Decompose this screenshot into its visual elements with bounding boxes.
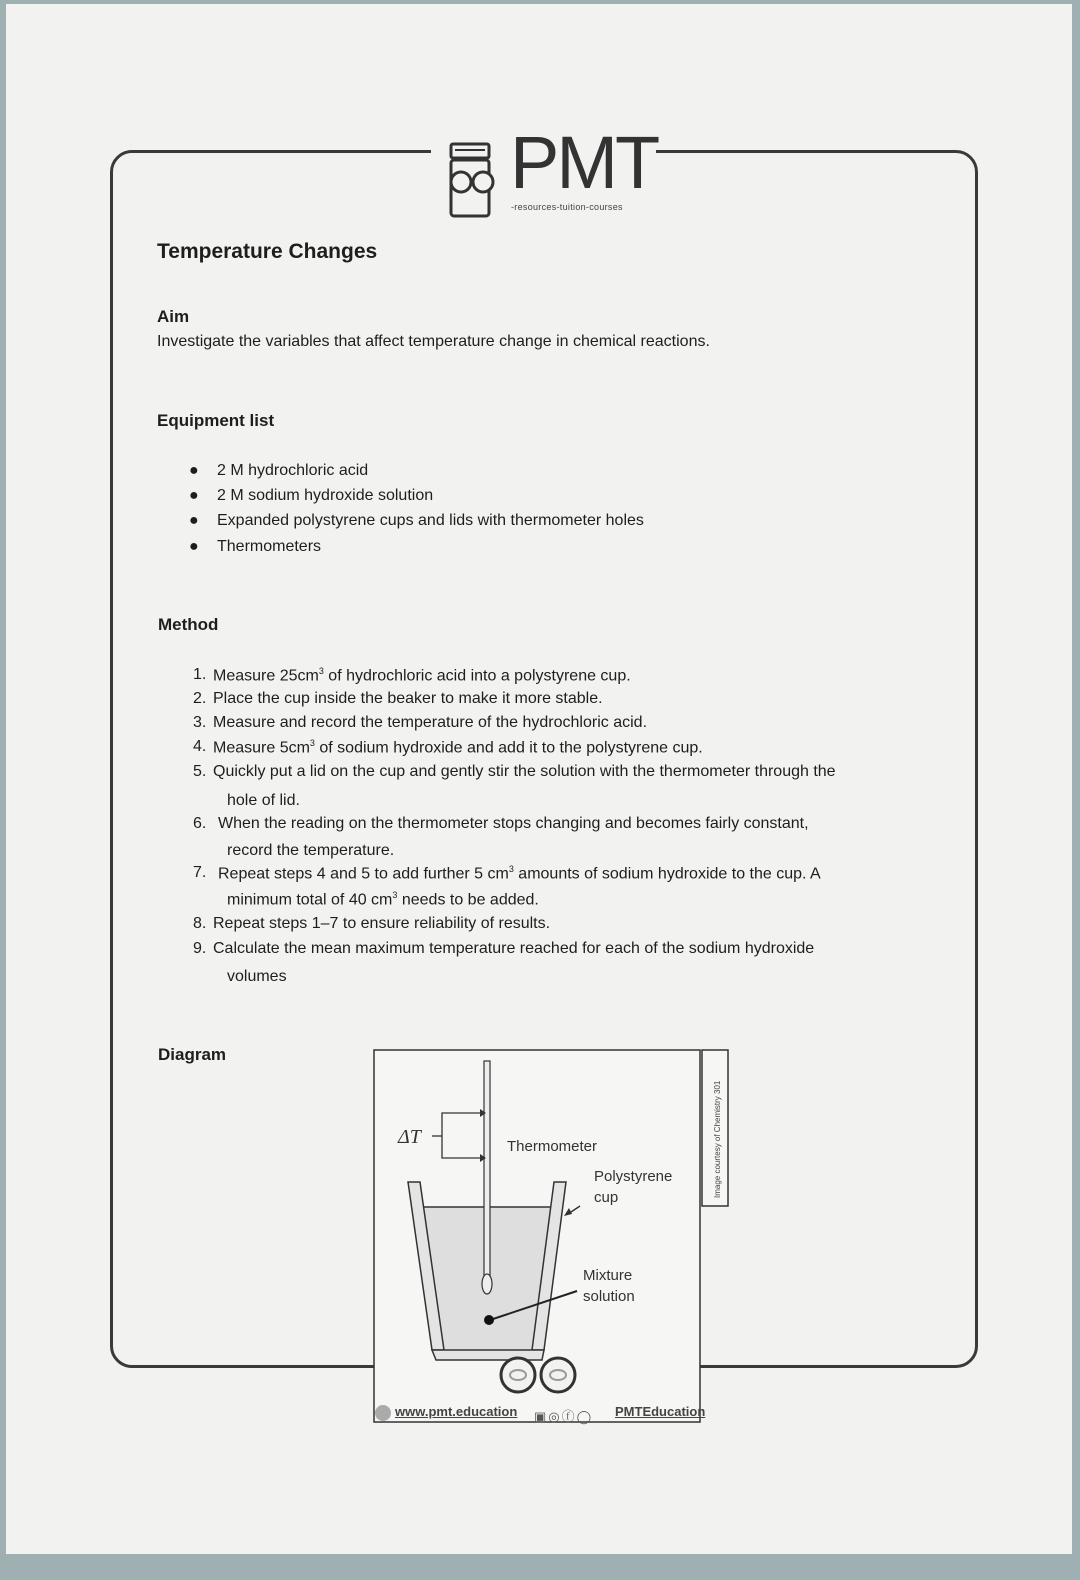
mixture-label: Mixture [583, 1267, 633, 1284]
step-text: needs to be added. [397, 891, 539, 909]
bullet: ● [189, 487, 199, 504]
bullet: ● [189, 462, 199, 479]
delta-t-label: ΔT [398, 1126, 421, 1148]
cup-label: Polystyrene [594, 1168, 673, 1185]
step-text: Measure 25cm [213, 667, 319, 685]
method-step-continued: hole of lid. [227, 792, 300, 809]
diagram-heading: Diagram [158, 1045, 227, 1064]
step-text: of hydrochloric acid into a polystyrene cup. [323, 667, 631, 685]
step-number: 3. [193, 714, 207, 731]
step-number: 8. [193, 915, 207, 932]
method-step: Quickly put a lid on the cup and gently stir the solution with the thermometer through the [213, 763, 836, 780]
aim-text: Investigate the variables that affect temperature change in chemical reactions. [157, 333, 710, 350]
step-number: 6. [193, 815, 207, 832]
cup-label-line2: cup [594, 1189, 619, 1206]
method-step-continued [227, 890, 539, 909]
step-number: 7. [193, 864, 207, 881]
step-number: 5. [193, 763, 207, 780]
website-link[interactable]: www.pmt.education [395, 1404, 518, 1419]
mixture-label-line2: solution [583, 1288, 635, 1305]
superscript: 3 [508, 864, 514, 874]
bullet: ● [189, 538, 199, 555]
list-item: 2 M hydrochloric acid [217, 462, 369, 479]
social-handle[interactable]: PMTEducation [615, 1404, 706, 1419]
globe-icon [375, 1405, 391, 1421]
image-credit: Image courtesy of Chemistry 301 [713, 1080, 722, 1198]
equipment-heading: Equipment list [157, 411, 275, 430]
bullet: ● [189, 512, 199, 529]
method-step-continued: record the temperature. [227, 842, 395, 859]
method-step [213, 738, 703, 757]
step-text: Measure 5cm [213, 739, 310, 757]
method-step [218, 864, 821, 883]
method-step: Calculate the mean maximum temperature reached for each of the sodium hydroxide [213, 940, 815, 957]
method-step-continued: volumes [227, 968, 287, 985]
superscript: 3 [392, 890, 398, 900]
step-text: Repeat steps 4 and 5 to add further 5 cm [218, 865, 509, 883]
step-text: of sodium hydroxide and add it to the polystyrene cup. [314, 739, 703, 757]
logo-text: PMT [510, 121, 658, 204]
logo-book-glasses-icon [443, 140, 503, 220]
step-number: 1. [193, 666, 207, 683]
step-number: 9. [193, 940, 207, 957]
method-heading: Method [158, 615, 219, 634]
step-text: minimum total of 40 cm [227, 891, 393, 909]
social-icons: ▣◎ⓕ◯ [534, 1409, 594, 1424]
pmt-glasses-icon [496, 1355, 580, 1395]
method-step: Measure and record the temperature of the hydrochloric acid. [213, 714, 648, 731]
method-step: Place the cup inside the beaker to make it more stable. [213, 690, 603, 707]
superscript: 3 [309, 738, 315, 748]
list-item: 2 M sodium hydroxide solution [217, 487, 434, 504]
logo-tagline: -resources-tuition-courses [511, 202, 623, 212]
thermometer-label: Thermometer [507, 1138, 598, 1155]
list-item: Thermometers [217, 538, 322, 555]
method-step: When the reading on the thermometer stops changing and becomes fairly constant, [218, 815, 809, 832]
page-title: Temperature Changes [157, 240, 378, 263]
list-item: Expanded polystyrene cups and lids with thermometer holes [217, 512, 644, 529]
aim-heading: Aim [157, 307, 190, 326]
step-number: 4. [193, 738, 207, 755]
method-step: Repeat steps 1–7 to ensure reliability of results. [213, 915, 551, 932]
superscript: 3 [318, 666, 324, 676]
thermometer-icon [484, 1061, 490, 1279]
step-number: 2. [193, 690, 207, 707]
step-text: amounts of sodium hydroxide to the cup. A [513, 865, 821, 883]
method-step [213, 666, 631, 685]
